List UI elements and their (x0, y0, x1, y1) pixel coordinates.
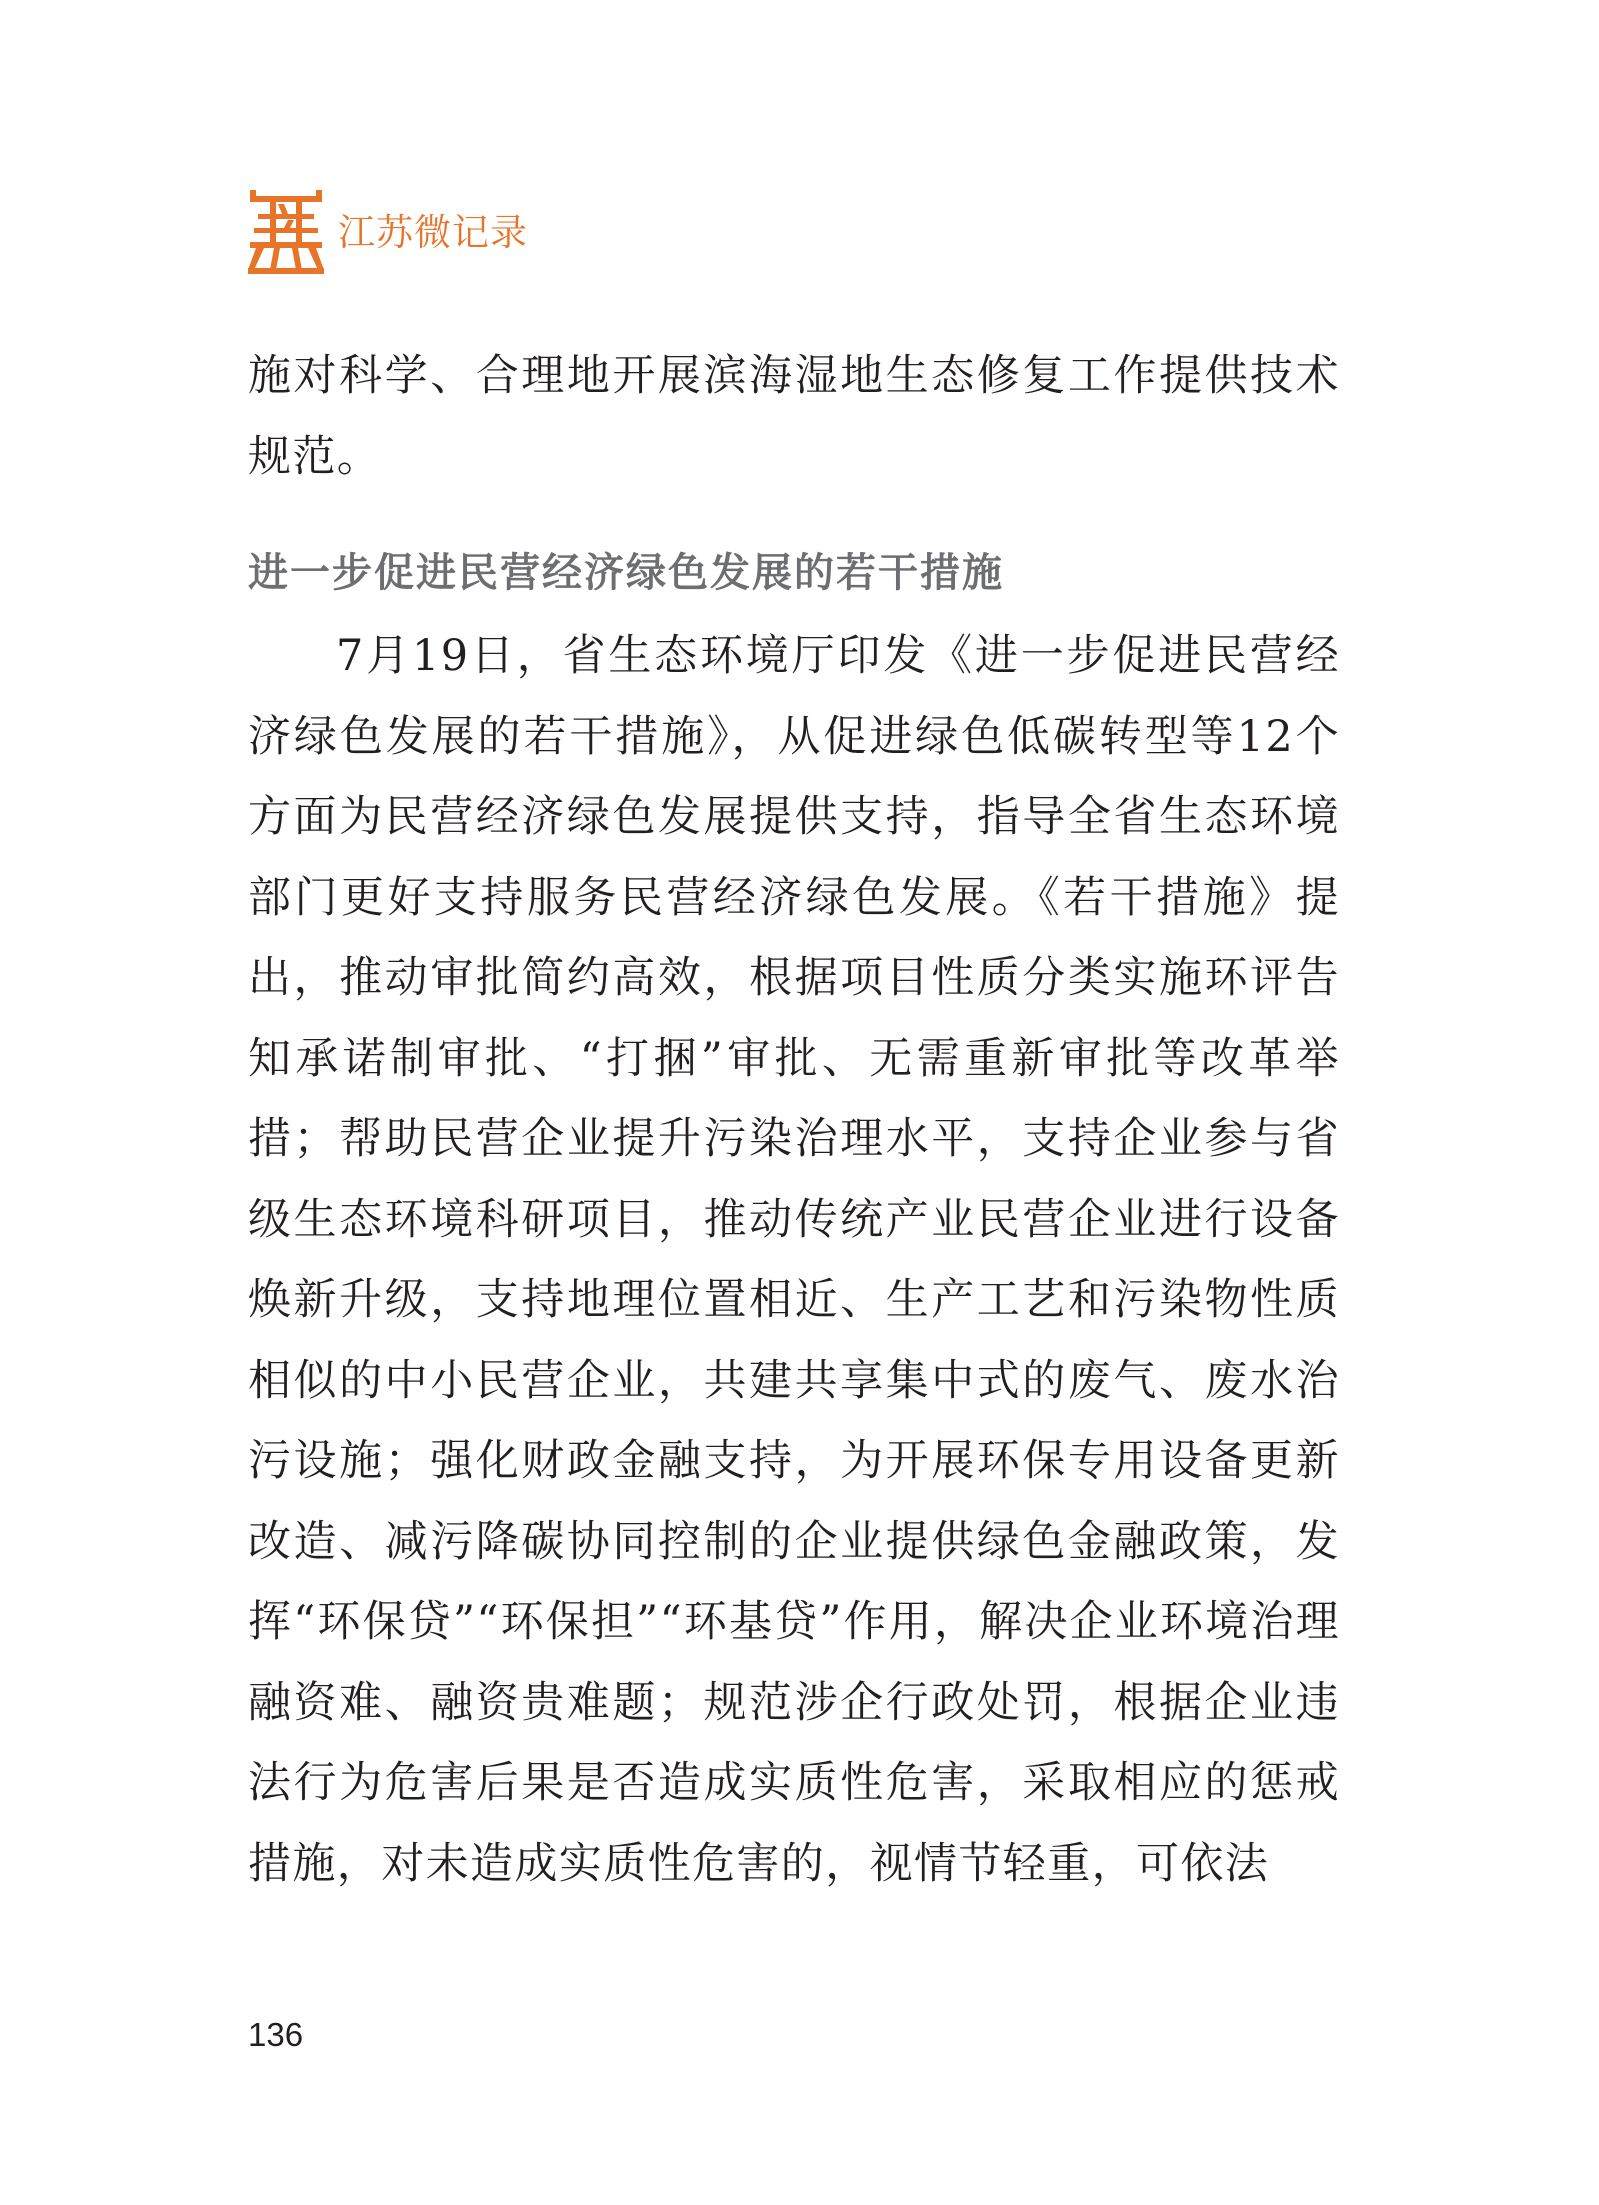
page-header (248, 190, 528, 274)
section-heading: 进一步促进民营经济绿色发展的若干措施 (248, 550, 1004, 596)
continuation-paragraph: 施对科学、合理地开展滨海湿地生态修复工作提供技术规范。 (248, 351, 1340, 482)
page-number: 136 (248, 2016, 304, 2053)
section-paragraph: 7月19日，省生态环境厅印发《进一步促进民营经济绿色发展的若干措施》，从促进绿色低碳转型等12个方面为民营经济绿色发展提供支持，指导全省生态环境部门更好支持服务民营经济绿色发展。《若干措施》提出，推动审批简约高效，根据项目性质分类实施环评告知承诺制审批、“打捆”审批、无需重新审批等改革举措；帮助民营企业提升污染治理水平，支持企业参与省级生态环境科研项目，推动传统产业民营企业进行设备焕新升级，支持地理位置相近、生产工艺和污染物性质相似的中小民营企业，共建共享集中式的废气、废水治污设施；强化财政金融支持，为开展环保专用设备更新改造、减污降碳协同控制的企业提供绿色金融政策，发挥“环保贷”“环保担”“环基贷”作用，解决企业环境治理融资难、融资贵难题；规范涉企行政处罚，根据企业违法行为危害后果是否造成实质性危害，采取相应的惩戒措施，对未造成实质性危害的，视情节轻重，可依法 (248, 631, 1340, 1889)
page-body (248, 336, 1340, 1904)
series-title: 江苏微记录 (338, 210, 528, 254)
orange-ornamental-seal-icon (248, 190, 324, 274)
